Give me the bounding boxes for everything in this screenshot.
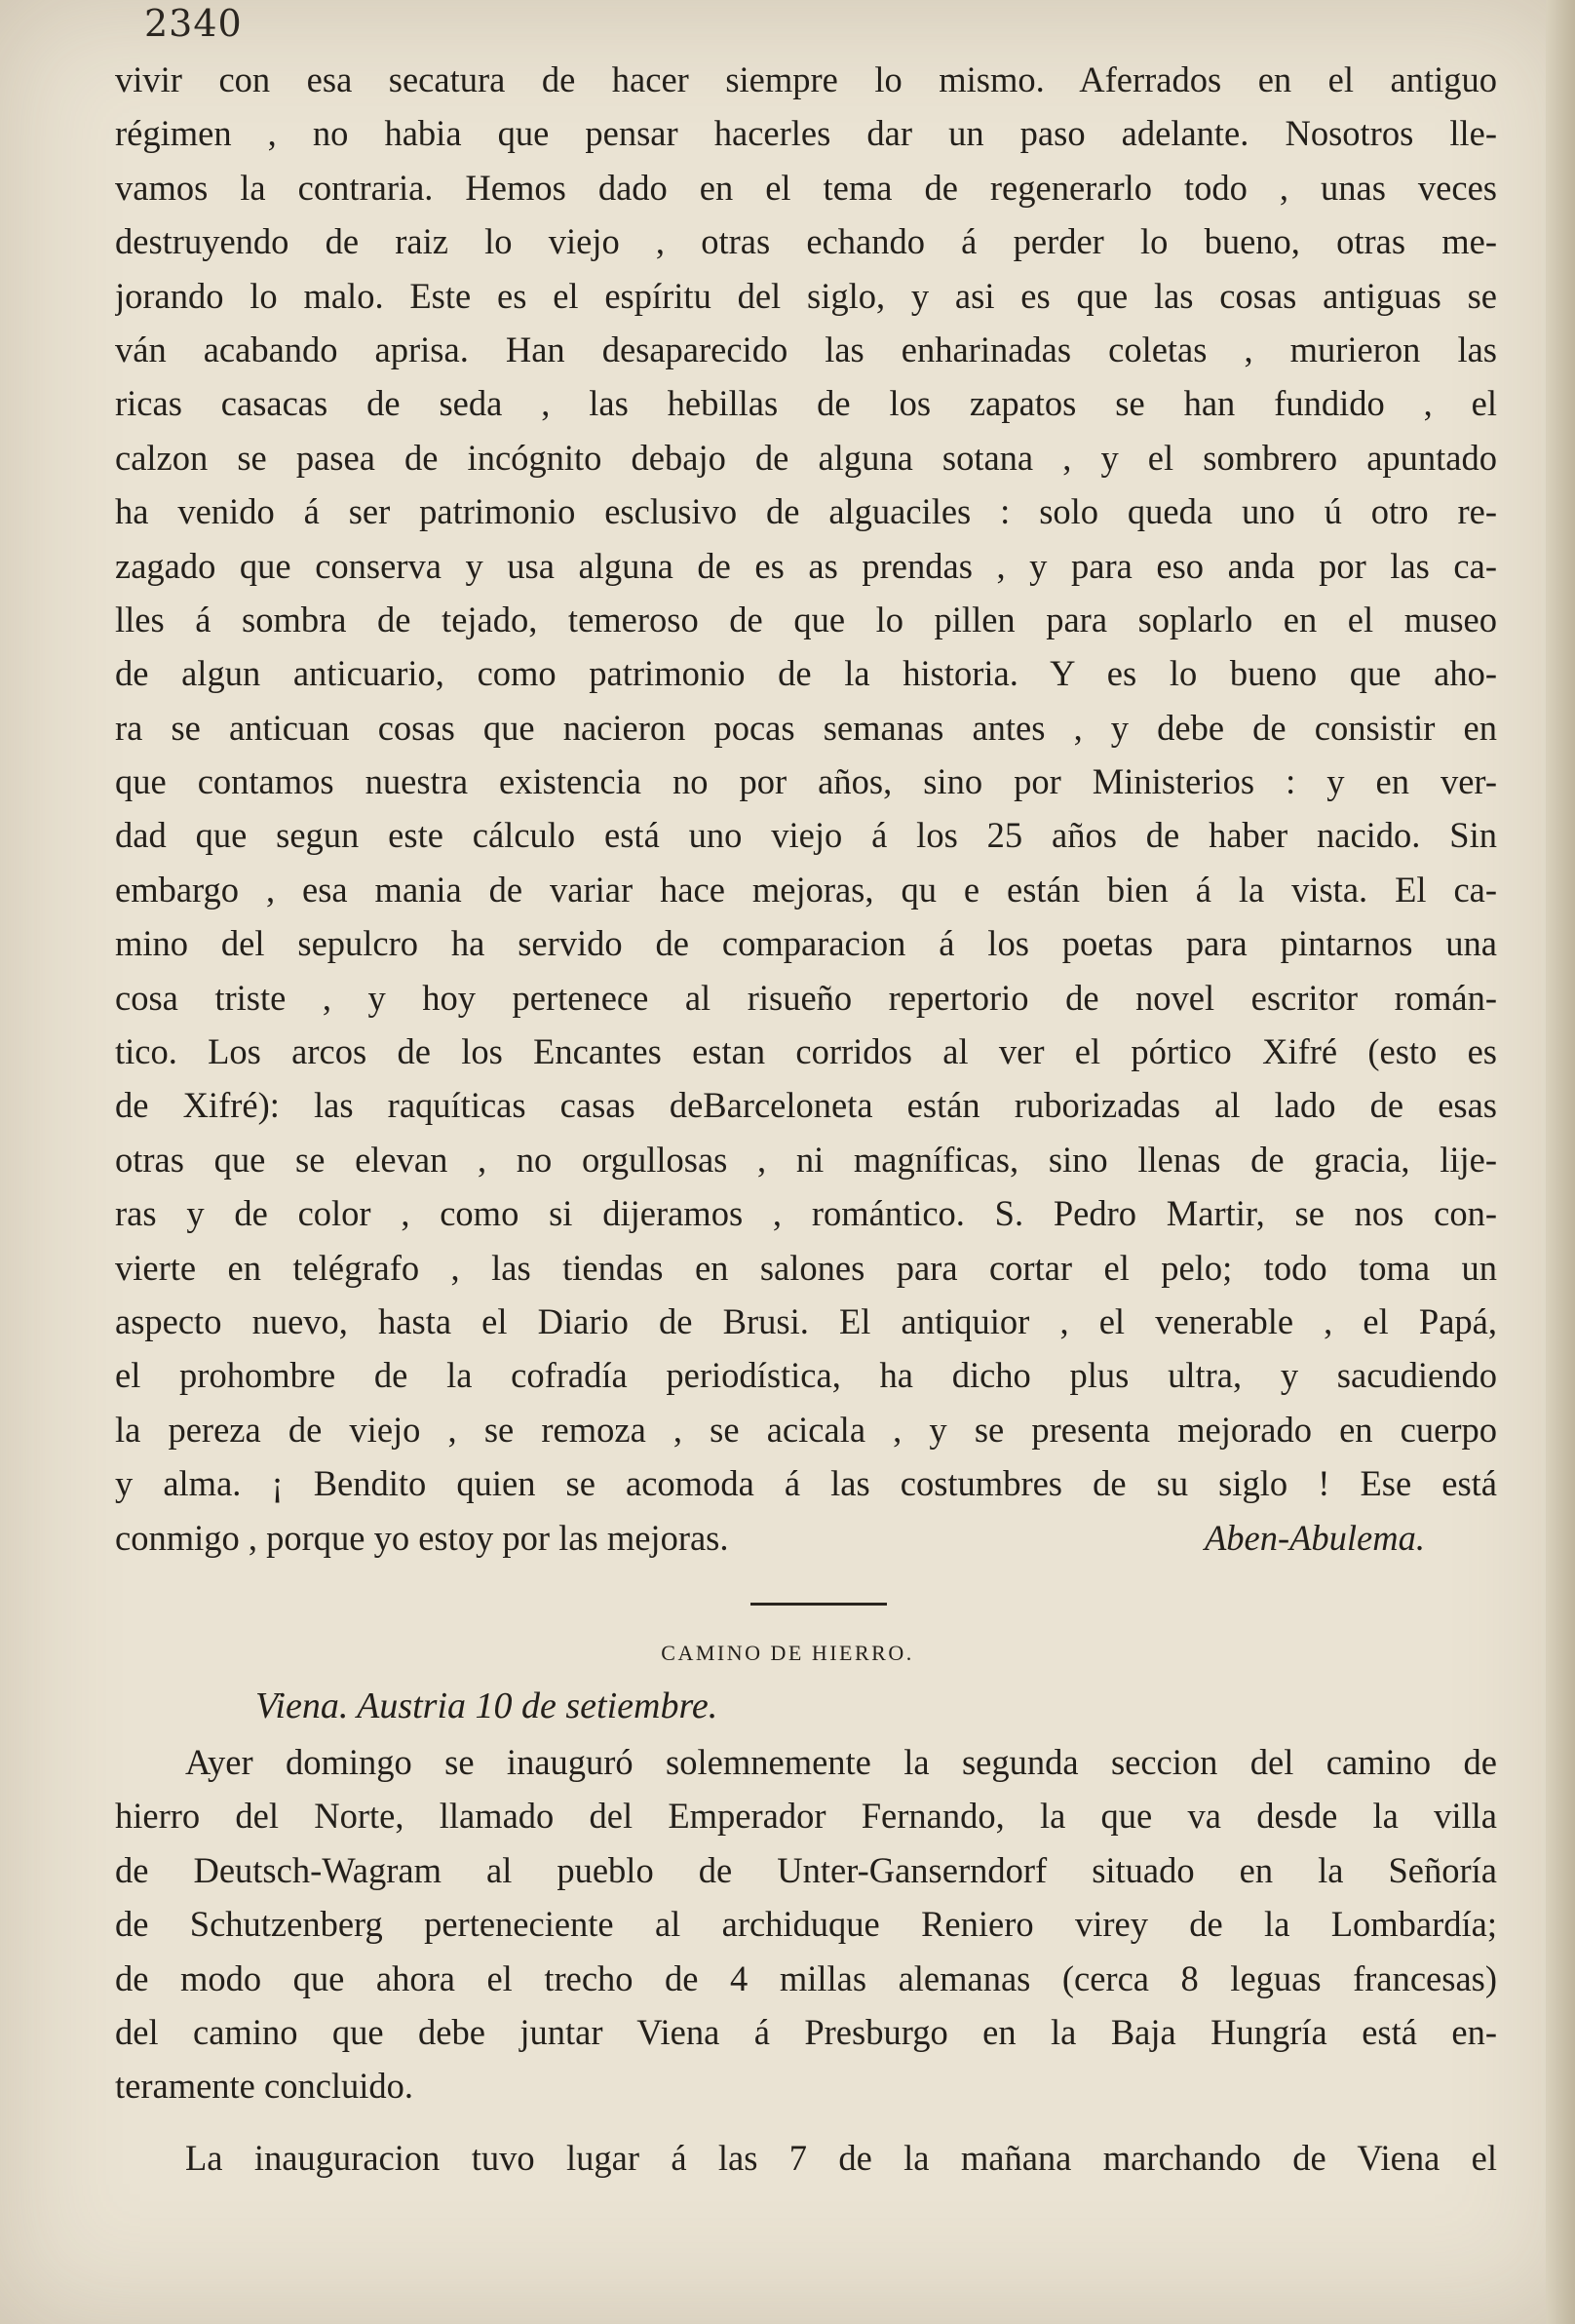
text-line: del camino que debe juntar Viena á Presburgo en la Baja Hungría está en- — [115, 2011, 1497, 2052]
text-line: de Deutsch-Wagram al pueblo de Unter-Ganserndorf situado en la Señoría — [115, 1849, 1497, 1890]
text-line: ricas casacas de seda , las hebillas de los zapatos se han fundido , el — [115, 383, 1497, 424]
page-number: 2340 — [144, 2, 243, 45]
text-line: mino del sepulcro ha servido de comparacion á los poetas para pintarnos una — [115, 923, 1497, 964]
text-line: teramente concluido. — [115, 2066, 414, 2107]
text-line: vierte en telégrafo , las tiendas en salones para cortar el pelo; todo toma un — [115, 1247, 1497, 1288]
text-line: embargo , esa mania de variar hace mejoras, qu e están bien á la vista. El ca- — [115, 869, 1497, 910]
text-line: ha venido á ser patrimonio esclusivo de alguaciles : solo queda uno ú otro re- — [115, 491, 1497, 532]
closing-text: conmigo , porque yo estoy por las mejoras. — [115, 1517, 729, 1558]
text-line: dad que segun este cálculo está uno viejo á los 25 años de haber nacido. Sin — [115, 815, 1497, 856]
text-line: jorando lo malo. Este es el espíritu del siglo, y asi es que las cosas antiguas se — [115, 275, 1497, 316]
text-line: de Schutzenberg perteneciente al archiduque Reniero virey de la Lombardía; — [115, 1904, 1497, 1945]
dateline: Viena. Austria 10 de setiembre. — [255, 1685, 718, 1726]
closing-line — [115, 1511, 1497, 1565]
text-line: destruyendo de raiz lo viejo , otras echando á perder lo bueno, otras me- — [115, 221, 1497, 262]
railway-article-body — [115, 1735, 1497, 2185]
text-line: vivir con esa secatura de hacer siempre lo mismo. Aferrados en el antiguo — [115, 59, 1497, 99]
section-title: CAMINO DE HIERRO. — [661, 1641, 914, 1665]
text-line: hierro del Norte, llamado del Emperador Fernando, la que va desde la villa — [115, 1796, 1497, 1837]
text-line: calzon se pasea de incógnito debajo de alguna sotana , y el sombrero apuntado — [115, 437, 1497, 478]
text-line: y alma. ¡ Bendito quien se acomoda á las costumbres de su siglo ! Ese está — [115, 1463, 1497, 1504]
text-line: tico. Los arcos de los Encantes estan corridos al ver el pórtico Xifré (esto es — [115, 1031, 1497, 1072]
text-line: vamos la contraria. Hemos dado en el tema de regenerarlo todo , unas veces — [115, 167, 1497, 208]
text-line: zagado que conserva y usa alguna de es as prendas , y para eso anda por las ca- — [115, 545, 1497, 586]
text-line: que contamos nuestra existencia no por años, sino por Ministerios : y en ver- — [115, 761, 1497, 802]
text-line: aspecto nuevo, hasta el Diario de Brusi. El antiquior , el venerable , el Papá, — [115, 1300, 1497, 1341]
text-line: de Xifré): las raquíticas casas deBarceloneta están ruborizadas al lado de esas — [115, 1085, 1497, 1126]
text-line: de modo que ahora el trecho de 4 millas alemanas (cerca 8 leguas francesas) — [115, 1957, 1497, 1998]
text-line: La inauguracion tuvo lugar á las 7 de la mañana marchando de Viena el — [185, 2137, 1497, 2178]
text-line: ra se anticuan cosas que nacieron pocas semanas antes , y debe de consistir en — [115, 707, 1497, 748]
text-line: otras que se elevan , no orgullosas , ni magníficas, sino llenas de gracia, lije- — [115, 1139, 1497, 1180]
section-divider — [750, 1603, 887, 1606]
text-line: la pereza de viejo , se remoza , se acicala , y se presenta mejorado en cuerpo — [115, 1409, 1497, 1450]
text-line: Ayer domingo se inauguró solemnemente la segunda seccion del camino de — [185, 1742, 1497, 1782]
text-line: cosa triste , y hoy pertenece al risueño repertorio de novel escritor román- — [115, 977, 1497, 1018]
text-line: de algun anticuario, como patrimonio de la historia. Y es lo bueno que aho- — [115, 653, 1497, 694]
text-line: ras y de color , como si dijeramos , romántico. S. Pedro Martir, se nos con- — [115, 1193, 1497, 1234]
text-line: ván acabando aprisa. Han desaparecido las enharinadas coletas , murieron las — [115, 329, 1497, 369]
author-signature: Aben-Abulema. — [1204, 1517, 1425, 1558]
text-line: lles á sombra de tejado, temeroso de que lo pillen para soplarlo en el museo — [115, 599, 1497, 639]
page-edge — [1546, 0, 1575, 2324]
text-line: régimen , no habia que pensar hacerles dar un paso adelante. Nosotros lle- — [115, 113, 1497, 154]
text-line: el prohombre de la cofradía periodística, ha dicho plus ultra, y sacudiendo — [115, 1355, 1497, 1396]
article-body — [115, 53, 1497, 1565]
